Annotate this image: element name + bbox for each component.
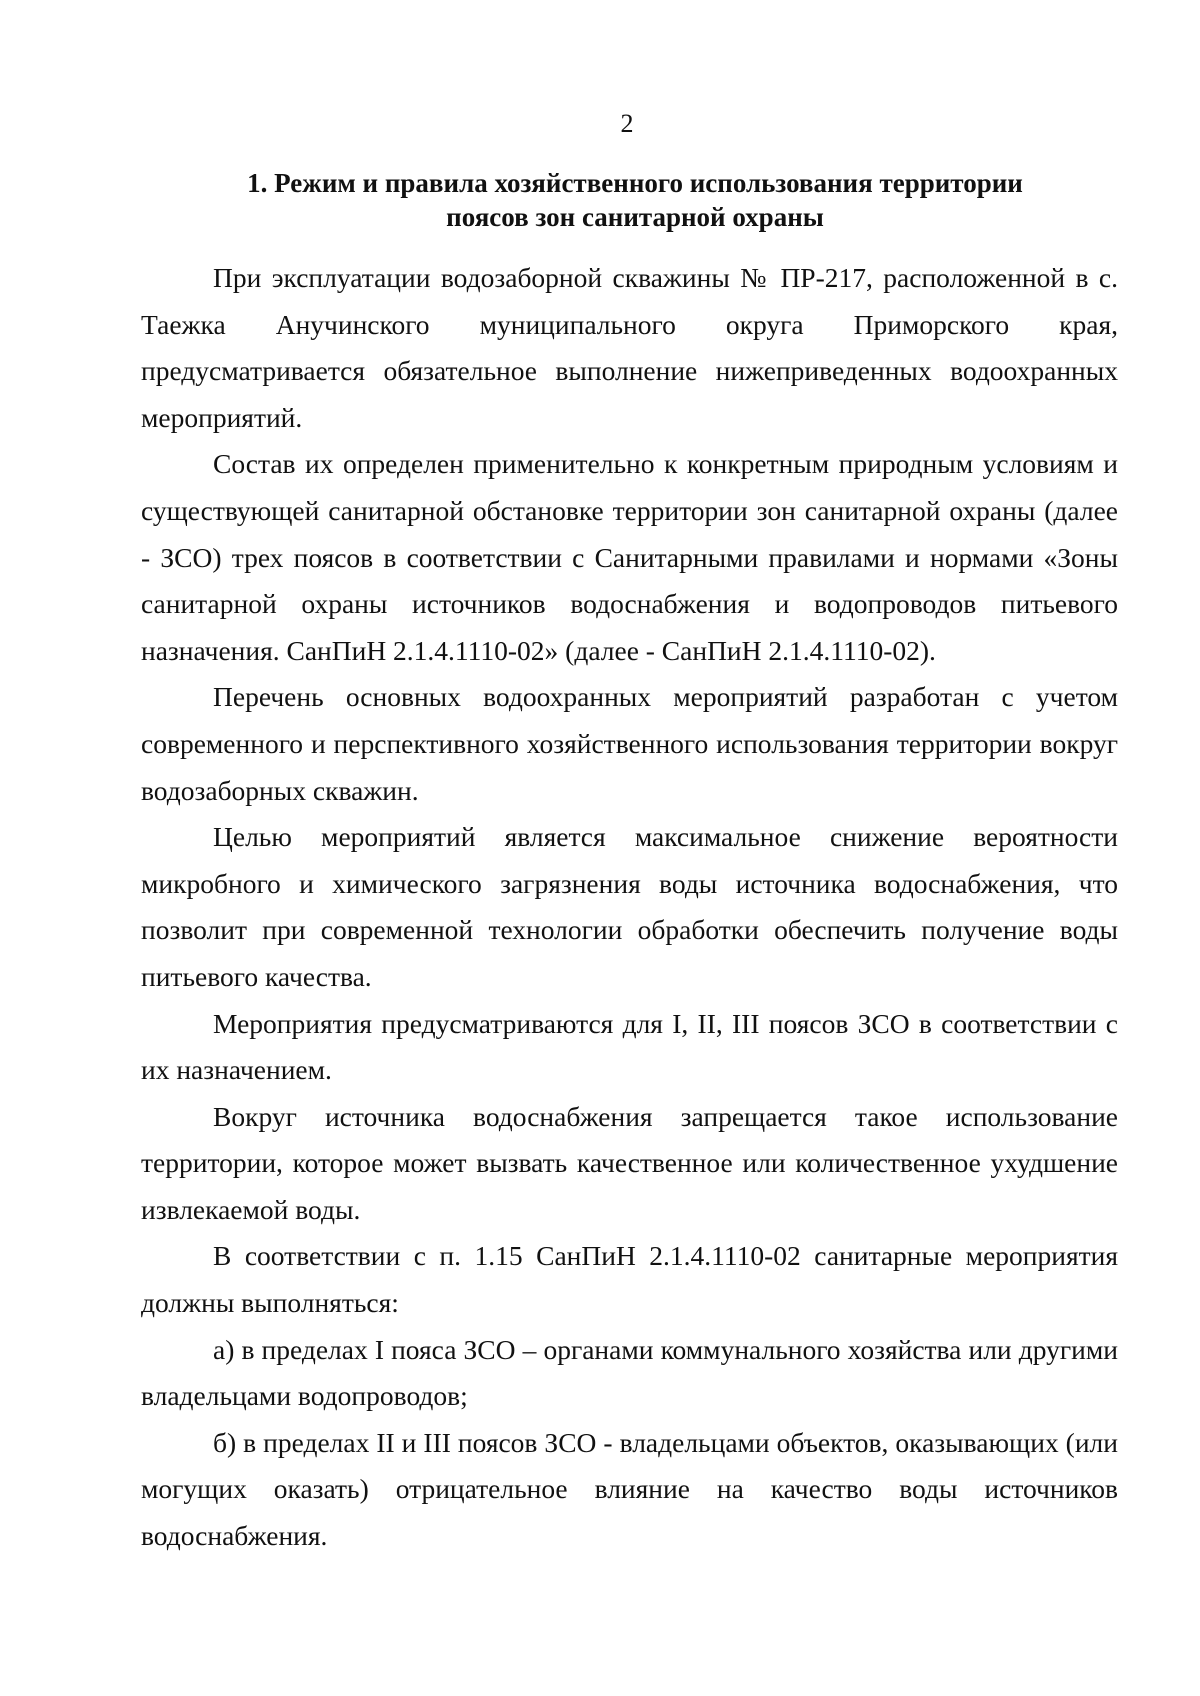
paragraph: В соответствии с п. 1.15 СанПиН 2.1.4.1110-02 санитарные мероприятия должны выполняться: [141, 1240, 1118, 1319]
section-heading-line-2: поясов зон санитарной охраны [446, 202, 824, 232]
paragraph: Состав их определен применительно к конкретным природным условиям и существующей санитарной обстановке территории зон санитарной охраны (далее - ЗСО) трех поясов в соответствии с Санитарными правилами и нормами «Зоны санитарной охраны источников водоснабжения и водопроводов питьевого назначения. СанПиН 2.1.4.1110-02» (далее - СанПиН 2.1.4.1110-02). [141, 448, 1118, 666]
paragraph: б) в пределах II и III поясов ЗСО - владельцами объектов, оказывающих (или могущих оказать) отрицательное влияние на качество воды источников водоснабжения. [141, 1426, 1118, 1552]
paragraph: Вокруг источника водоснабжения запрещается такое использование территории, которое может вызвать качественное или количественное ухудшение извлекаемой воды. [141, 1100, 1118, 1225]
paragraph: а) в пределах I пояса ЗСО – органами коммунального хозяйства или другими владельцами водопроводов; [141, 1333, 1118, 1412]
section-heading-line-1: 1. Режим и правила хозяйственного использования территории [247, 168, 1023, 198]
paragraph: При эксплуатации водозаборной скважины № ПР-217, расположенной в с. Таежка Анучинского муниципального округа Приморского края, предусматривается обязательное выполнение нижеприведенных водоохранных мероприятий. [141, 262, 1118, 433]
paragraph: Целью мероприятий является максимальное снижение вероятности микробного и химического загрязнения воды источника водоснабжения, что позволит при современной технологии обработки обеспечить получение воды питьевого качества. [141, 821, 1118, 992]
paragraph: Перечень основных водоохранных мероприятий разработан с учетом современного и перспективного хозяйственного использования территории вокруг водозаборных скважин. [141, 681, 1118, 806]
paragraph: Мероприятия предусматриваются для I, II, III поясов ЗСО в соответствии с их назначением. [141, 1007, 1118, 1086]
document-body [141, 255, 1118, 1560]
page-number: 2 [620, 109, 634, 138]
section-heading [160, 166, 1110, 234]
